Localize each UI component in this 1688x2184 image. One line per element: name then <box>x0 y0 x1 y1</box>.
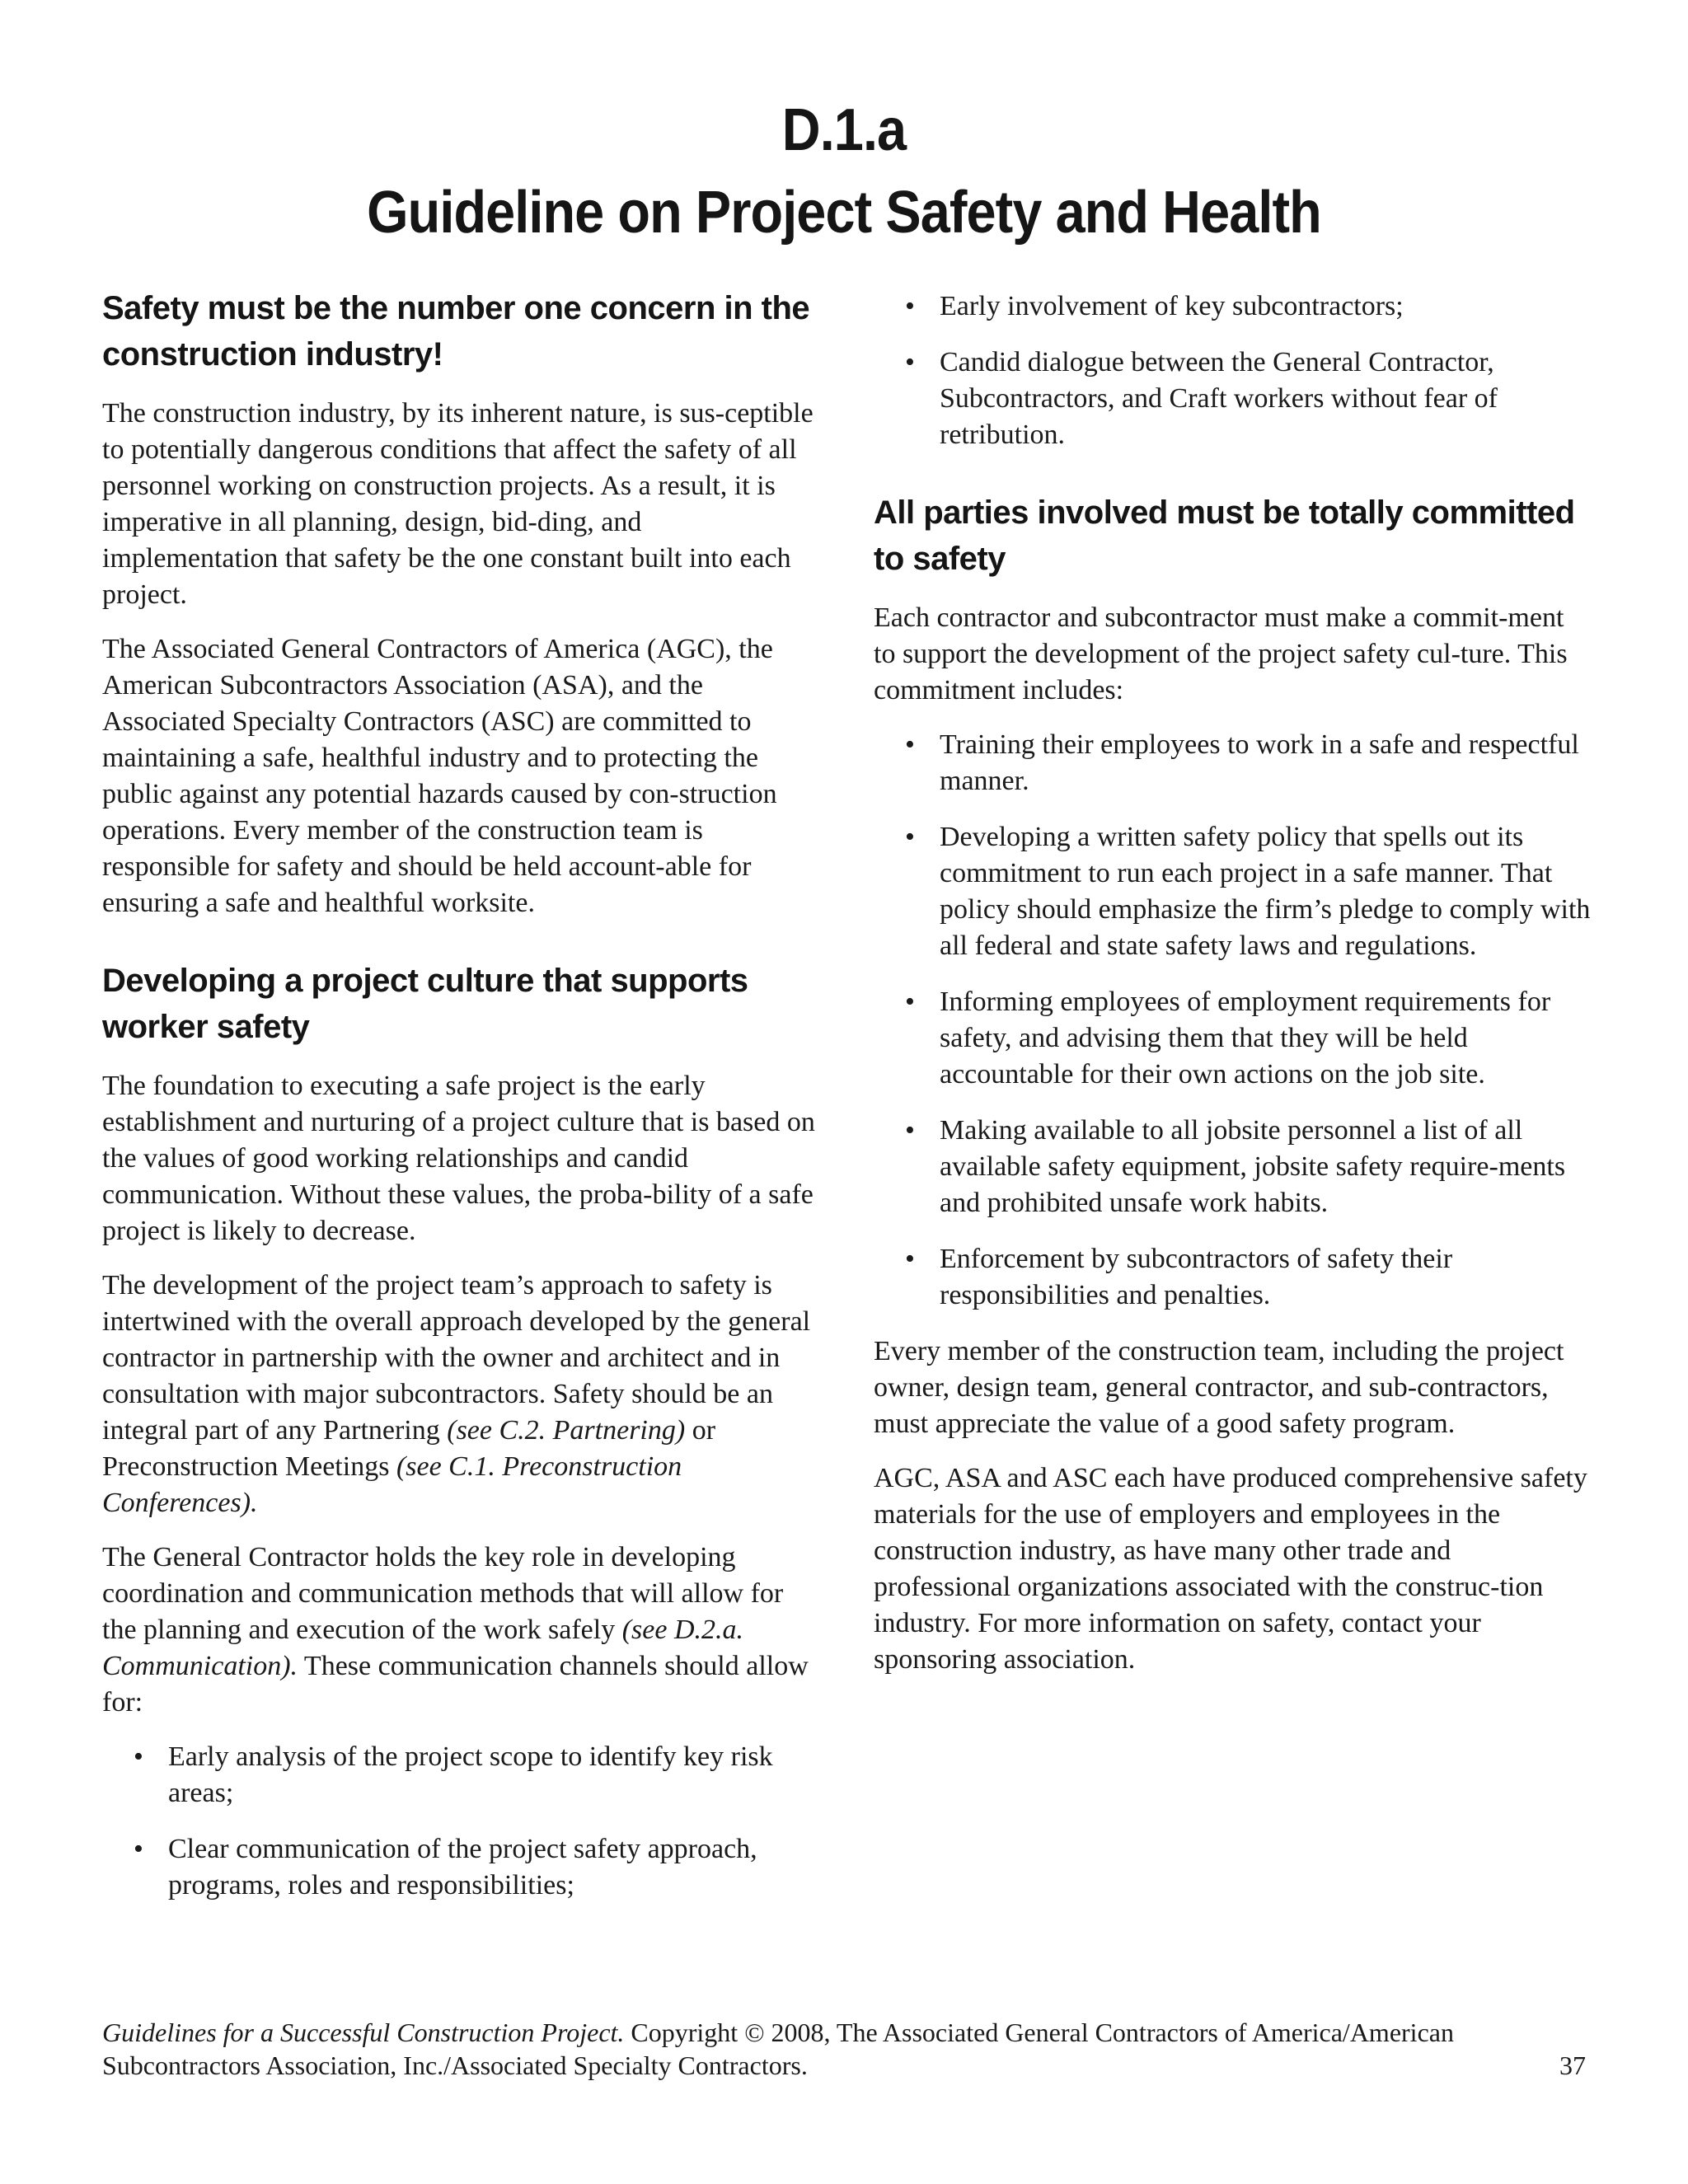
list-item <box>102 1739 821 1811</box>
bullet-icon: • <box>134 1834 143 1864</box>
list-item <box>874 1113 1592 1221</box>
paragraph-commitment: Each contractor and subcontractor must make a commit-ment to support the development of the project safety cul-ture. This commitment includes: <box>874 602 1568 705</box>
bullet-list-communication <box>102 1739 821 1904</box>
paragraph-associations-commitment: The Associated General Contractors of America (AGC), the American Subcontractors Association (ASA), and the Associated Specialty Contractors (ASC) are committed to maintaining a safe, healthful industry and to protecting the public against any potential hazards caused by con-struction operations. Every member of the construction team is responsible for safety and should be held account-able for ensuring a safe and healthful worksite. <box>102 634 777 918</box>
bullet-icon: • <box>905 729 915 760</box>
page-title: Guideline on Project Safety and Health <box>367 180 1321 246</box>
paragraph-development-approach <box>102 1268 821 1521</box>
publication-title: Guidelines for a Successful Construction Project. <box>102 2018 625 2047</box>
cross-reference-preconstruction: (see C.1. Preconstruction Conferences). <box>102 1451 682 1518</box>
cross-reference-partnering: (see C.2. Partnering) <box>447 1415 686 1446</box>
page-footer <box>102 2016 1586 2082</box>
page-number: 37 <box>1559 2050 1586 2080</box>
list-item-text: Developing a written safety policy that spells out its commitment to run each project in a safe manner. That policy should emphasize the firm’s pledge to comply with all federal and state safety laws and regulations. <box>940 822 1591 961</box>
list-item-text: Making available to all jobsite personnel a list of all available safety equipment, jobsite safety require-ments and prohibited unsafe work habits. <box>940 1115 1566 1218</box>
bullet-icon: • <box>905 347 915 377</box>
list-item <box>874 984 1592 1093</box>
list-item <box>102 1831 821 1904</box>
cross-reference-communication: (see D.2.a. Communication). <box>102 1615 743 1681</box>
paragraph-text: The development of the project team’s approach to safety is intertwined with the overall approach developed by the general contractor in partnership with the owner and architect and in consultation with major subcontractors. Safety should be an integral part of any Partnering <box>102 1270 811 1446</box>
bullet-list-commitment <box>874 727 1592 1314</box>
right-column <box>874 285 1592 1696</box>
bullet-icon: • <box>134 1741 143 1772</box>
list-item-text: Candid dialogue between the General Contractor, Subcontractors, and Craft workers without fear of retribution. <box>940 347 1498 450</box>
paragraph-foundation: The foundation to executing a safe project is the early establishment and nurturing of a project culture that is based on the values of good working relationships and candid communication. Without these values, the proba-bility of a safe project is likely to decrease. <box>102 1071 815 1246</box>
paragraph-text: or Preconstruction Meetings <box>102 1415 716 1482</box>
heading-all-parties-committed: All parties involved must be totally committed to safety <box>874 494 1575 577</box>
list-item <box>874 344 1592 453</box>
page-header <box>0 89 1688 254</box>
section-code: D.1.a <box>781 97 907 163</box>
heading-safety-number-one: Safety must be the number one concern in the construction industry! <box>102 290 810 373</box>
list-item-text: Early analysis of the project scope to identify key risk areas; <box>168 1741 773 1808</box>
paragraph-industry-nature: The construction industry, by its inherent nature, is sus-ceptible to potentially dangerous conditions that affect the safety of all personnel working on construction projects. As a result, it is imperative in all planning, design, bid-ding, and implementation that safety be the one constant built into each project. <box>102 398 814 610</box>
list-item <box>874 1241 1592 1314</box>
bullet-list-communication-continued <box>874 288 1592 453</box>
paragraph-every-member: Every member of the construction team, including the project owner, design team, general contractor, and sub-contractors, must appreciate the value of a good safety program. <box>874 1336 1564 1439</box>
left-column <box>102 285 821 1924</box>
paragraph-safety-materials: AGC, ASA and ASC each have produced comprehensive safety materials for the use of employers and employees in the construction industry, as have many other trade and professional organizations associated with the construc-tion industry. For more information on safety, contact your sponsoring association. <box>874 1463 1587 1675</box>
paragraph-text: These communication channels should allow for: <box>102 1651 809 1718</box>
bullet-icon: • <box>905 1115 915 1146</box>
list-item-text: Clear communication of the project safety approach, programs, roles and responsibilities; <box>168 1834 757 1900</box>
list-item-text: Enforcement by subcontractors of safety their responsibilities and penalties. <box>940 1244 1453 1310</box>
list-item-text: Informing employees of employment requirements for safety, and advising them that they will be held accountable for their own actions on the job site. <box>940 987 1551 1090</box>
list-item-text: Training their employees to work in a safe and respectful manner. <box>940 729 1579 796</box>
list-item-text: Early involvement of key subcontractors; <box>940 291 1404 321</box>
heading-project-culture: Developing a project culture that supports worker safety <box>102 963 748 1045</box>
list-item <box>874 819 1592 964</box>
paragraph-text: The General Contractor holds the key role in developing coordination and communication methods that will allow for the planning and execution of the work safely <box>102 1542 784 1645</box>
copyright-notice: Copyright © 2008, The Associated General Contractors of America/American Subcontractors Association, Inc./Associated Specialty Contractors. <box>102 2018 1454 2080</box>
bullet-icon: • <box>905 291 915 321</box>
list-item <box>874 727 1592 799</box>
bullet-icon: • <box>905 1244 915 1274</box>
bullet-icon: • <box>905 987 915 1017</box>
paragraph-general-contractor-role <box>102 1540 821 1721</box>
bullet-icon: • <box>905 822 915 852</box>
list-item <box>874 288 1592 325</box>
